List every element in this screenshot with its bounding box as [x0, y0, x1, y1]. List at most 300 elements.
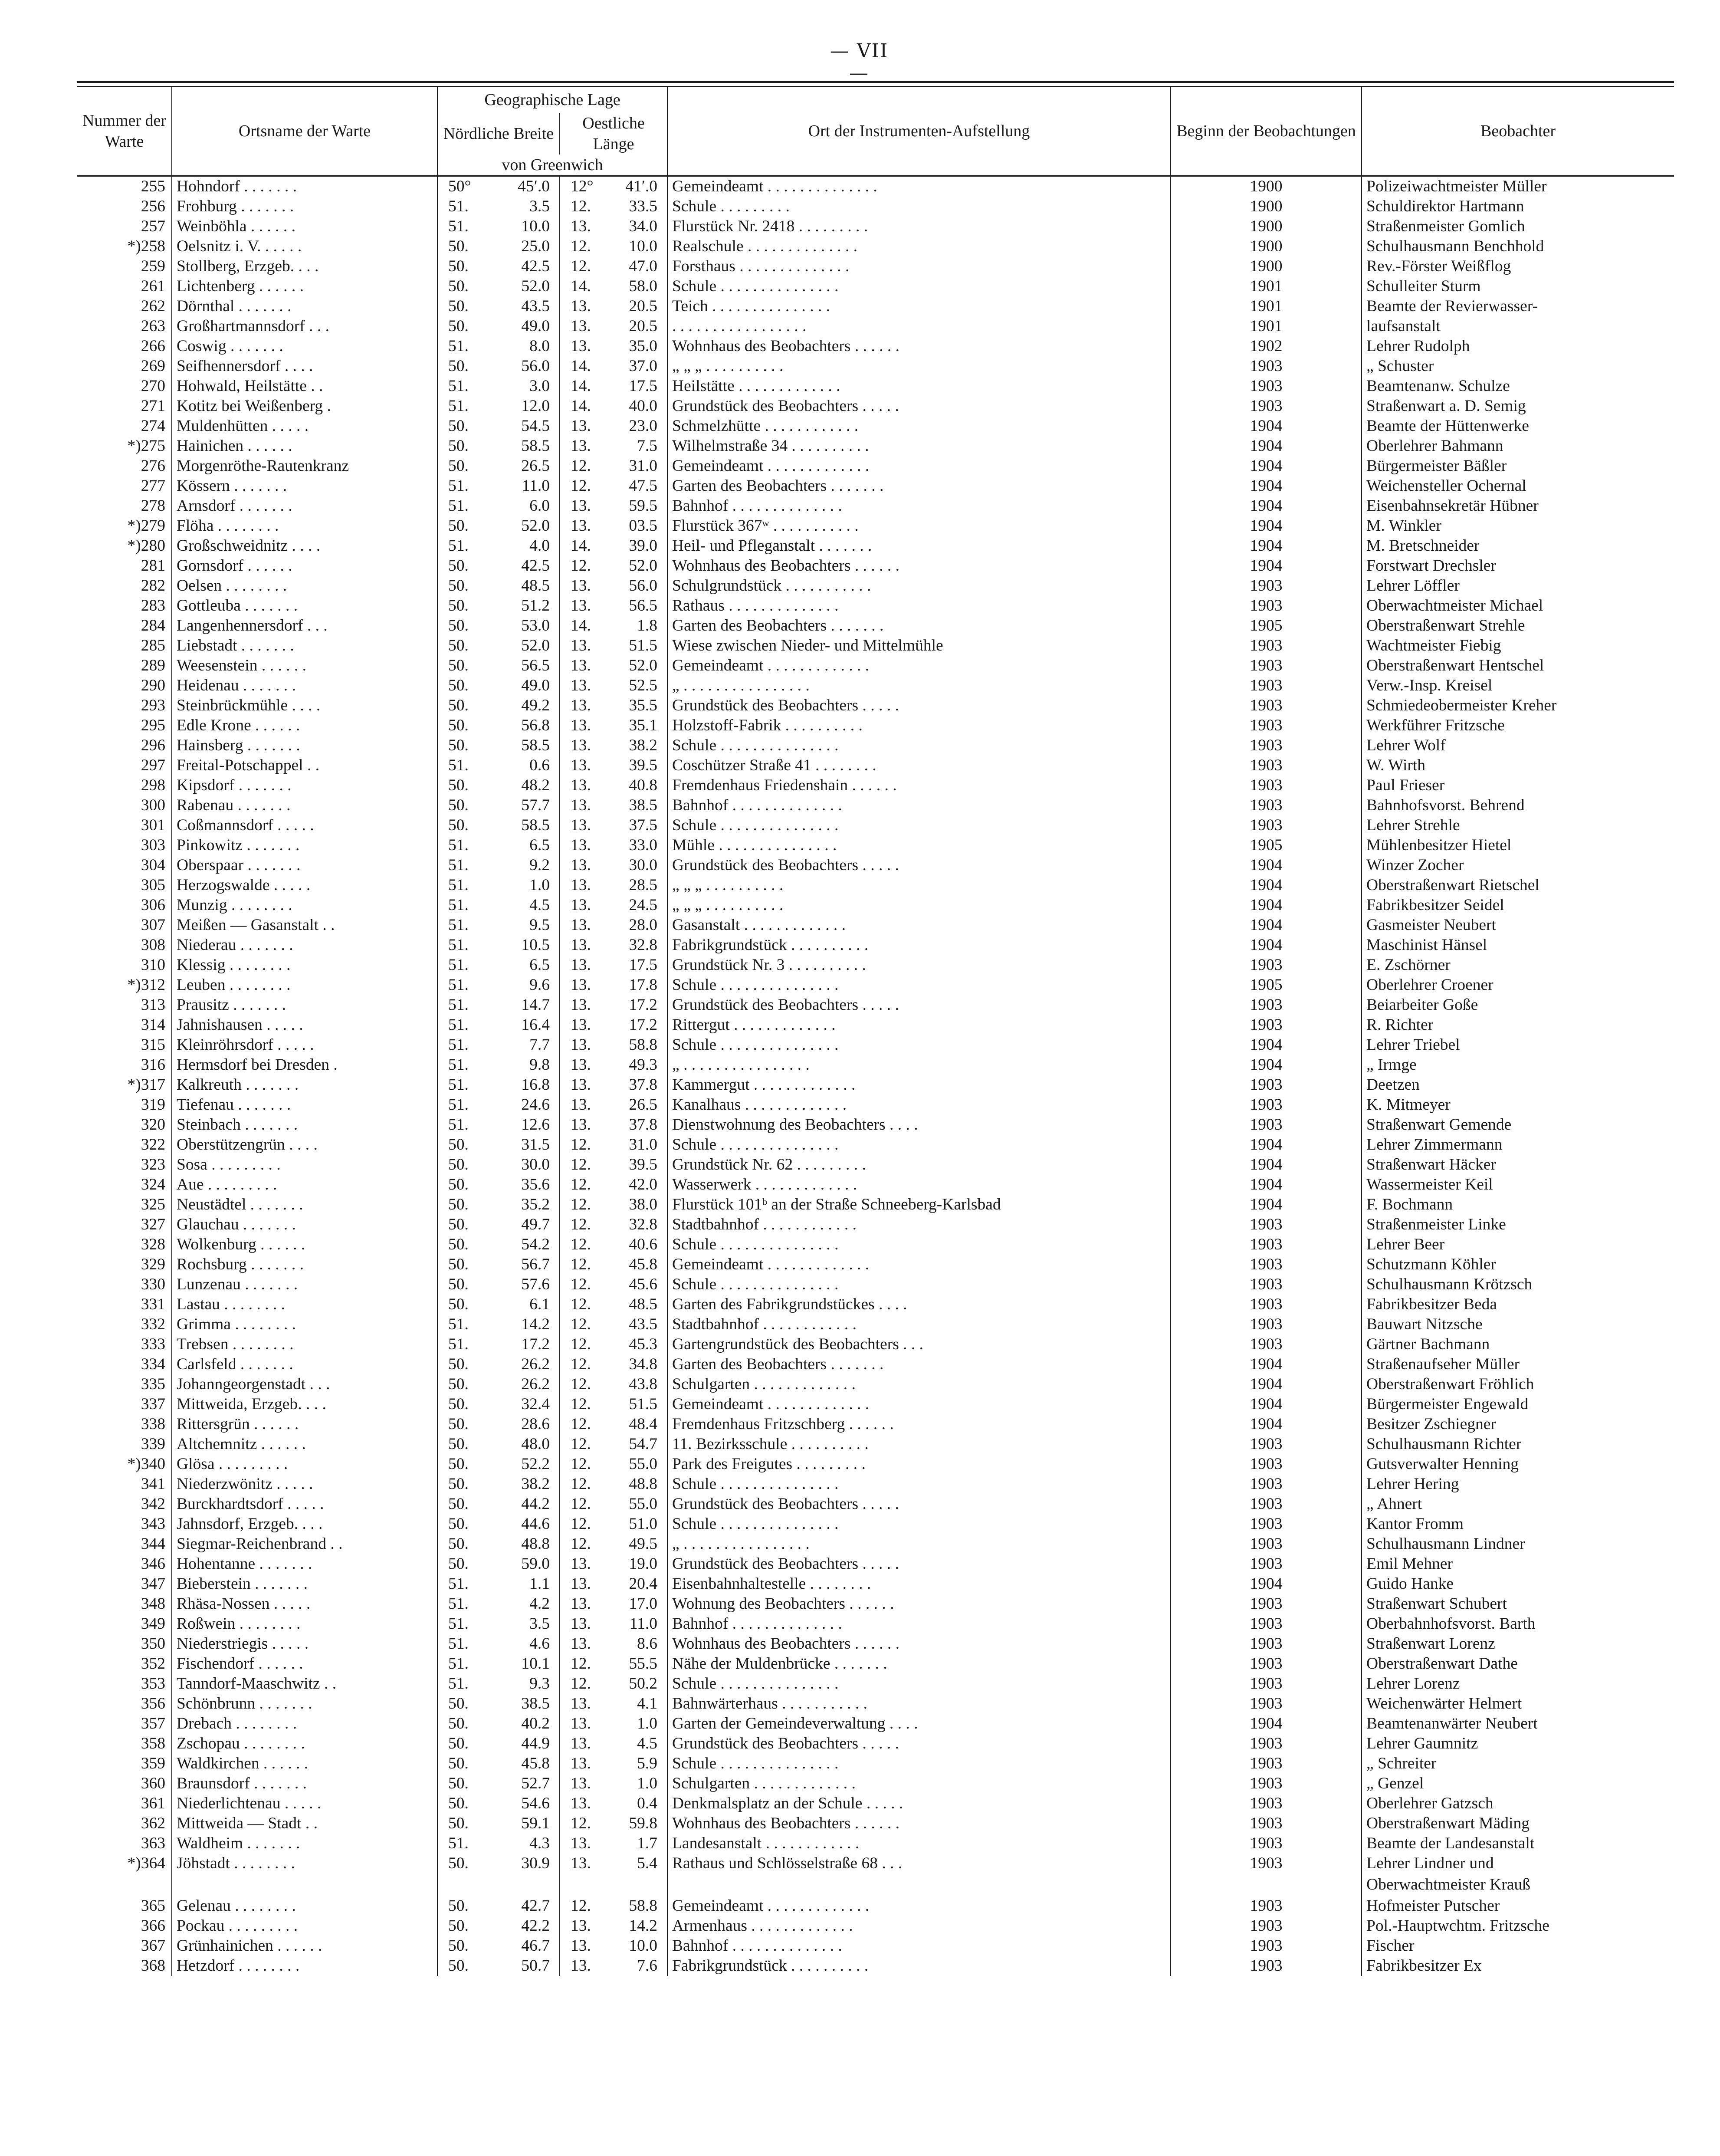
- latitude-degrees: 50.: [437, 1155, 481, 1175]
- station-name: Prausitz . . . . . . .: [172, 995, 437, 1015]
- longitude-degrees: 12.: [560, 1175, 603, 1195]
- observer-name: Lehrer Wolf: [1362, 736, 1674, 756]
- latitude-minutes: 56.0: [521, 357, 550, 375]
- longitude-minutes: 49.5: [629, 1535, 658, 1553]
- observer-name: Lehrer Rudolph: [1362, 336, 1674, 356]
- longitude-degrees: 13.: [560, 1115, 603, 1135]
- latitude-degrees: 50.: [437, 1694, 481, 1714]
- latitude-degrees: 51.: [437, 496, 481, 516]
- station-name: Flöha . . . . . . . .: [172, 516, 437, 536]
- latitude-degrees: 51.: [437, 1015, 481, 1035]
- warte-number: 360: [141, 1775, 165, 1792]
- observation-start: 1903: [1171, 376, 1362, 396]
- latitude-degrees: 51.: [437, 935, 481, 955]
- instrument-location: Grundstück des Beobachters . . . . .: [667, 696, 1171, 716]
- warte-number: *)275: [127, 437, 165, 455]
- table-row: [77, 676, 1674, 696]
- warte-number: 304: [141, 856, 165, 874]
- latitude-degrees: 51.: [437, 1334, 481, 1354]
- latitude-degrees: 51.: [437, 197, 481, 217]
- longitude-minutes: 32.8: [629, 936, 658, 954]
- longitude-degrees: 13.: [560, 875, 603, 895]
- longitude-minutes: 55.0: [629, 1495, 658, 1513]
- instrument-location: Gemeindeamt . . . . . . . . . . . . .: [667, 1255, 1171, 1275]
- observation-start: 1903: [1171, 1774, 1362, 1794]
- observer-name: Paul Frieser: [1362, 776, 1674, 795]
- warte-number: 313: [141, 996, 165, 1014]
- longitude-degrees: 13.: [560, 1794, 603, 1814]
- longitude-degrees: 13.: [560, 296, 603, 316]
- table-row: [77, 1394, 1674, 1414]
- instrument-location: Grundstück des Beobachters . . . . .: [667, 855, 1171, 875]
- longitude-minutes: 39.5: [629, 1156, 658, 1173]
- instrument-location: Schule . . . . . . . . . . . . . . .: [667, 1674, 1171, 1694]
- observation-start: 1900: [1171, 237, 1362, 256]
- warte-number: 357: [141, 1715, 165, 1732]
- header-nummer: Nummer der Warte: [77, 87, 172, 176]
- table-row: [77, 1554, 1674, 1574]
- observation-start: 1903: [1171, 1814, 1362, 1834]
- longitude-minutes: 40.0: [629, 397, 658, 415]
- table-row: [77, 1175, 1674, 1195]
- station-name: Neustädtel . . . . . . .: [172, 1195, 437, 1215]
- latitude-minutes: 6.0: [529, 497, 550, 515]
- station-name: Großhartmannsdorf . . .: [172, 316, 437, 336]
- longitude-degrees: 12.: [560, 456, 603, 476]
- longitude-degrees: 13.: [560, 1574, 603, 1594]
- longitude-degrees: 12.: [560, 1135, 603, 1155]
- warte-number: 325: [141, 1196, 165, 1213]
- longitude-minutes: [603, 1873, 667, 1896]
- longitude-degrees: 13.: [560, 835, 603, 855]
- longitude-minutes: 31.0: [629, 457, 658, 475]
- station-name: Bieberstein . . . . . . .: [172, 1574, 437, 1594]
- observer-name: Straßenwart Häcker: [1362, 1155, 1674, 1175]
- latitude-degrees: 51.: [437, 1834, 481, 1854]
- instrument-location: Eisenbahnhaltestelle . . . . . . . .: [667, 1574, 1171, 1594]
- station-name: Grimma . . . . . . . .: [172, 1315, 437, 1334]
- longitude-degrees: 12.: [560, 1394, 603, 1414]
- warte-number: 365: [141, 1897, 165, 1915]
- instrument-location: Schule . . . . . . . . . . . . . . .: [667, 1135, 1171, 1155]
- warte-number: 314: [141, 1016, 165, 1034]
- observation-start: 1903: [1171, 1454, 1362, 1474]
- observer-name: F. Bochmann: [1362, 1195, 1674, 1215]
- observation-start: 1903: [1171, 1674, 1362, 1694]
- warte-number: 361: [141, 1794, 165, 1812]
- station-name: Johanngeorgenstadt . . .: [172, 1374, 437, 1394]
- observation-start: 1904: [1171, 1574, 1362, 1594]
- observer-name: Schmiedeobermeister Kreher: [1362, 696, 1674, 716]
- longitude-minutes: 10.0: [629, 1937, 658, 1955]
- station-name: Pinkowitz . . . . . . .: [172, 835, 437, 855]
- observation-start: 1900: [1171, 197, 1362, 217]
- longitude-minutes: 28.0: [629, 916, 658, 934]
- latitude-degrees: 50.: [437, 1554, 481, 1574]
- longitude-minutes: 1.0: [637, 1715, 658, 1732]
- observation-start: 1904: [1171, 476, 1362, 496]
- latitude-minutes: 8.0: [529, 337, 550, 355]
- latitude-degrees: 51.: [437, 875, 481, 895]
- latitude-degrees: 51.: [437, 1634, 481, 1654]
- latitude-degrees: 50.: [437, 436, 481, 456]
- observation-start: 1904: [1171, 1394, 1362, 1414]
- table-row: [77, 1873, 1674, 1896]
- table-row: [77, 835, 1674, 855]
- station-name: Herzogswalde . . . . .: [172, 875, 437, 895]
- table-row: [77, 636, 1674, 656]
- instrument-location: Heilstätte . . . . . . . . . . . . .: [667, 376, 1171, 396]
- latitude-degrees: 50.: [437, 1275, 481, 1295]
- observation-start: 1903: [1171, 1896, 1362, 1916]
- latitude-minutes: 1.1: [529, 1575, 550, 1593]
- warte-number: 278: [141, 497, 165, 515]
- observer-name: Lehrer Hering: [1362, 1474, 1674, 1494]
- longitude-minutes: 4.5: [637, 1735, 658, 1752]
- longitude-degrees: 12.: [560, 1354, 603, 1374]
- longitude-degrees: 13.: [560, 1854, 603, 1873]
- warte-number: 348: [141, 1595, 165, 1613]
- instrument-location: Fremdenhaus Friedenshain . . . . . .: [667, 776, 1171, 795]
- latitude-minutes: 12.0: [521, 397, 550, 415]
- header-greenwich: von Greenwich: [437, 154, 667, 176]
- longitude-minutes: 17.5: [629, 377, 658, 395]
- instrument-location: „ „ „ . . . . . . . . . .: [667, 895, 1171, 915]
- table-row: [77, 1374, 1674, 1394]
- latitude-minutes: 4.6: [529, 1635, 550, 1653]
- warte-number: 320: [141, 1116, 165, 1134]
- observation-start: 1903: [1171, 596, 1362, 616]
- station-name: Mittweida — Stadt . .: [172, 1814, 437, 1834]
- table-row: [77, 776, 1674, 795]
- observer-name: Verw.-Insp. Kreisel: [1362, 676, 1674, 696]
- station-name: Meißen — Gasanstalt . .: [172, 915, 437, 935]
- observer-name: Hofmeister Putscher: [1362, 1896, 1674, 1916]
- observer-name: Rev.-Förster Weißflog: [1362, 256, 1674, 276]
- table-row: [77, 1434, 1674, 1454]
- latitude-minutes: 52.0: [521, 277, 550, 295]
- longitude-minutes: 1.7: [637, 1834, 658, 1852]
- longitude-degrees: 12.: [560, 256, 603, 276]
- instrument-location: Schule . . . . . . . . . . . . . . .: [667, 1754, 1171, 1774]
- longitude-minutes: 31.0: [629, 1136, 658, 1154]
- table-row: [77, 1834, 1674, 1854]
- longitude-degrees: 12°: [560, 176, 603, 197]
- longitude-degrees: 13.: [560, 217, 603, 237]
- longitude-minutes: 45.8: [629, 1255, 658, 1273]
- warte-number: 293: [141, 697, 165, 714]
- observation-start: 1903: [1171, 1834, 1362, 1854]
- longitude-minutes: 58.0: [629, 277, 658, 295]
- table-row: [77, 1055, 1674, 1075]
- warte-number: 339: [141, 1435, 165, 1453]
- latitude-minutes: 24.6: [521, 1096, 550, 1114]
- instrument-location: Schule . . . . . . . . . . . . . . .: [667, 1474, 1171, 1494]
- table-row: [77, 955, 1674, 975]
- warte-number: 331: [141, 1295, 165, 1313]
- latitude-minutes: 38.2: [521, 1475, 550, 1493]
- latitude-minutes: 44.6: [521, 1515, 550, 1533]
- instrument-location: Rathaus . . . . . . . . . . . . . .: [667, 596, 1171, 616]
- observer-name: Gasmeister Neubert: [1362, 915, 1674, 935]
- latitude-minutes: 42.5: [521, 257, 550, 275]
- station-name: Kotitz bei Weißenberg .: [172, 396, 437, 416]
- table-row: [77, 1714, 1674, 1734]
- longitude-degrees: 12.: [560, 1295, 603, 1315]
- station-name: Hermsdorf bei Dresden .: [172, 1055, 437, 1075]
- warte-number: 332: [141, 1315, 165, 1333]
- warte-number: 338: [141, 1415, 165, 1433]
- warte-number: 257: [141, 217, 165, 235]
- warte-number: 328: [141, 1236, 165, 1253]
- warte-number: *)258: [127, 237, 165, 255]
- instrument-location: Wohnhaus des Beobachters . . . . . .: [667, 336, 1171, 356]
- observer-name: Bahnhofsvorst. Behrend: [1362, 795, 1674, 815]
- observation-start: 1904: [1171, 1195, 1362, 1215]
- observer-name: Eisenbahnsekretär Hübner: [1362, 496, 1674, 516]
- instrument-location: „ . . . . . . . . . . . . . . . .: [667, 1534, 1171, 1554]
- latitude-degrees: 50.: [437, 1235, 481, 1255]
- latitude-minutes: 1.0: [529, 876, 550, 894]
- station-name: Kleinröhrsdorf . . . . .: [172, 1035, 437, 1055]
- instrument-location: Wilhelmstraße 34 . . . . . . . . . .: [667, 436, 1171, 456]
- latitude-minutes: 57.6: [521, 1275, 550, 1293]
- latitude-degrees: 51.: [437, 476, 481, 496]
- table-row: [77, 376, 1674, 396]
- longitude-degrees: 13.: [560, 1015, 603, 1035]
- instrument-location: [667, 1873, 1171, 1896]
- longitude-degrees: [560, 1873, 603, 1896]
- longitude-minutes: 41′.0: [625, 177, 658, 195]
- warte-number: 352: [141, 1655, 165, 1673]
- instrument-location: Fremdenhaus Fritzschberg . . . . . .: [667, 1414, 1171, 1434]
- longitude-degrees: 13.: [560, 1554, 603, 1574]
- latitude-degrees: 50.: [437, 1175, 481, 1195]
- instrument-location: Schulgarten . . . . . . . . . . . . .: [667, 1774, 1171, 1794]
- latitude-degrees: 50.: [437, 1714, 481, 1734]
- latitude-degrees: 50.: [437, 736, 481, 756]
- instrument-location: Flurstück 367ʷ . . . . . . . . . . .: [667, 516, 1171, 536]
- longitude-degrees: 13.: [560, 1075, 603, 1095]
- table-row: [77, 1534, 1674, 1554]
- instrument-location: Wiese zwischen Nieder- und Mittelmühle: [667, 636, 1171, 656]
- longitude-minutes: 35.1: [629, 716, 658, 734]
- longitude-degrees: 12.: [560, 1374, 603, 1394]
- instrument-location: Garten des Beobachters . . . . . . .: [667, 476, 1171, 496]
- longitude-minutes: 39.0: [629, 537, 658, 555]
- instrument-location: Grundstück des Beobachters . . . . .: [667, 396, 1171, 416]
- latitude-minutes: 56.5: [521, 657, 550, 674]
- longitude-minutes: 59.8: [629, 1814, 658, 1832]
- observation-start: 1904: [1171, 436, 1362, 456]
- table-row: [77, 1195, 1674, 1215]
- observation-start: 1903: [1171, 1614, 1362, 1634]
- station-name: Burckhardtsdorf . . . . .: [172, 1494, 437, 1514]
- instrument-location: Gasanstalt . . . . . . . . . . . . .: [667, 915, 1171, 935]
- latitude-degrees: 50.: [437, 636, 481, 656]
- latitude-degrees: 50°: [437, 176, 481, 197]
- table-row: [77, 1295, 1674, 1315]
- longitude-degrees: 13.: [560, 776, 603, 795]
- station-name: Steinbrückmühle . . . .: [172, 696, 437, 716]
- observation-start: 1904: [1171, 915, 1362, 935]
- latitude-minutes: 16.8: [521, 1076, 550, 1094]
- latitude-minutes: 4.0: [529, 537, 550, 555]
- longitude-degrees: 14.: [560, 616, 603, 636]
- longitude-minutes: 40.8: [629, 776, 658, 794]
- observer-name: Schulhausmann Benchhold: [1362, 237, 1674, 256]
- table-row: [77, 396, 1674, 416]
- instrument-location: Schule . . . . . . . . . . . . . . .: [667, 1035, 1171, 1055]
- instrument-location: Wohnhaus des Beobachters . . . . . .: [667, 1634, 1171, 1654]
- latitude-degrees: 50.: [437, 1215, 481, 1235]
- station-name: Kipsdorf . . . . . . .: [172, 776, 437, 795]
- instrument-location: Kanalhaus . . . . . . . . . . . . .: [667, 1095, 1171, 1115]
- observer-name: Beamtenanwärter Neubert: [1362, 1714, 1674, 1734]
- station-name: Mittweida, Erzgeb. . . .: [172, 1394, 437, 1414]
- longitude-minutes: 45.3: [629, 1335, 658, 1353]
- latitude-minutes: 6.1: [529, 1295, 550, 1313]
- observer-name: Schulleiter Sturm: [1362, 276, 1674, 296]
- observer-name: Mühlenbesitzer Hietel: [1362, 835, 1674, 855]
- latitude-degrees: 50.: [437, 795, 481, 815]
- table-row: [77, 1115, 1674, 1135]
- latitude-degrees: 50.: [437, 716, 481, 736]
- latitude-minutes: 14.2: [521, 1315, 550, 1333]
- latitude-degrees: 50.: [437, 1734, 481, 1754]
- observation-start: 1905: [1171, 975, 1362, 995]
- warte-number: 306: [141, 896, 165, 914]
- table-row: [77, 197, 1674, 217]
- instrument-location: Wohnung des Beobachters . . . . . .: [667, 1594, 1171, 1614]
- page-number: — VII —: [830, 40, 889, 84]
- instrument-location: Stadtbahnhof . . . . . . . . . . . .: [667, 1215, 1171, 1235]
- warte-number: 289: [141, 657, 165, 674]
- observer-name: Deetzen: [1362, 1075, 1674, 1095]
- observation-start: 1903: [1171, 676, 1362, 696]
- table-row: [77, 1275, 1674, 1295]
- latitude-minutes: 56.8: [521, 716, 550, 734]
- observer-name: Oberlehrer Gatzsch: [1362, 1794, 1674, 1814]
- observer-name: Weichenwärter Helmert: [1362, 1694, 1674, 1714]
- longitude-degrees: 12.: [560, 1215, 603, 1235]
- instrument-location: Schule . . . . . . . . . . . . . . .: [667, 975, 1171, 995]
- observer-name: M. Winkler: [1362, 516, 1674, 536]
- longitude-degrees: 12.: [560, 1255, 603, 1275]
- longitude-degrees: 13.: [560, 1956, 603, 1976]
- station-name: Stollberg, Erzgeb. . . .: [172, 256, 437, 276]
- longitude-degrees: 13.: [560, 995, 603, 1015]
- table-row: [77, 696, 1674, 716]
- table-row: [77, 975, 1674, 995]
- table-row: [77, 237, 1674, 256]
- longitude-degrees: 12.: [560, 197, 603, 217]
- table-row: [77, 756, 1674, 776]
- warte-number: 259: [141, 257, 165, 275]
- observation-start: 1903: [1171, 1554, 1362, 1574]
- observation-start: 1903: [1171, 1956, 1362, 1976]
- longitude-minutes: 52.5: [629, 677, 658, 694]
- longitude-degrees: 13.: [560, 1936, 603, 1956]
- observer-name: W. Wirth: [1362, 756, 1674, 776]
- table-row: [77, 516, 1674, 536]
- observation-start: 1903: [1171, 1334, 1362, 1354]
- instrument-location: Fabrikgrundstück . . . . . . . . . .: [667, 1956, 1171, 1976]
- station-name: Steinbach . . . . . . .: [172, 1115, 437, 1135]
- warte-number: 296: [141, 736, 165, 754]
- latitude-minutes: 35.2: [521, 1196, 550, 1213]
- latitude-degrees: 50.: [437, 576, 481, 596]
- table-row: [77, 296, 1674, 316]
- instrument-location: Heil- und Pfleganstalt . . . . . . .: [667, 536, 1171, 556]
- instrument-location: Dienstwohnung des Beobachters . . . .: [667, 1115, 1171, 1135]
- latitude-degrees: 50.: [437, 556, 481, 576]
- latitude-degrees: 51.: [437, 1614, 481, 1634]
- table-row: [77, 935, 1674, 955]
- instrument-location: Schule . . . . . . . . . . . . . . .: [667, 1275, 1171, 1295]
- latitude-minutes: 42.7: [521, 1897, 550, 1915]
- table-row: [77, 915, 1674, 935]
- instrument-location: „ „ „ . . . . . . . . . .: [667, 875, 1171, 895]
- warte-number: 362: [141, 1814, 165, 1832]
- station-name: Frohburg . . . . . . .: [172, 197, 437, 217]
- observer-name: Straßenwart a. D. Semig: [1362, 396, 1674, 416]
- observer-name: „ Ahnert: [1362, 1494, 1674, 1514]
- warte-number: 335: [141, 1375, 165, 1393]
- latitude-minutes: [481, 1873, 560, 1896]
- warte-number: 303: [141, 836, 165, 854]
- instrument-location: Flurstück 101ᵇ an der Straße Schneeberg-Karlsbad: [667, 1195, 1171, 1215]
- longitude-minutes: 0.4: [637, 1794, 658, 1812]
- longitude-degrees: 13.: [560, 795, 603, 815]
- longitude-minutes: 23.0: [629, 417, 658, 435]
- longitude-minutes: 35.0: [629, 337, 658, 355]
- warte-number: 358: [141, 1735, 165, 1752]
- station-name: Heidenau . . . . . . .: [172, 676, 437, 696]
- latitude-minutes: 7.7: [529, 1036, 550, 1054]
- longitude-degrees: 13.: [560, 756, 603, 776]
- table-row: [77, 1414, 1674, 1434]
- latitude-minutes: 52.2: [521, 1455, 550, 1473]
- latitude-degrees: 50.: [437, 676, 481, 696]
- station-name: Freital-Potschappel . .: [172, 756, 437, 776]
- observation-start: 1903: [1171, 1215, 1362, 1235]
- latitude-degrees: 51.: [437, 1654, 481, 1674]
- latitude-degrees: 50.: [437, 276, 481, 296]
- station-name: Trebsen . . . . . . . .: [172, 1334, 437, 1354]
- instrument-location: Gemeindeamt . . . . . . . . . . . . .: [667, 656, 1171, 676]
- observer-name: Emil Mehner: [1362, 1554, 1674, 1574]
- longitude-minutes: 5.9: [637, 1755, 658, 1772]
- warte-number: 283: [141, 597, 165, 615]
- latitude-degrees: 50.: [437, 776, 481, 795]
- instrument-location: Wohnhaus des Beobachters . . . . . .: [667, 1814, 1171, 1834]
- latitude-minutes: 31.5: [521, 1136, 550, 1154]
- longitude-minutes: 47.5: [629, 477, 658, 495]
- observation-start: 1903: [1171, 636, 1362, 656]
- latitude-minutes: 10.5: [521, 936, 550, 954]
- station-name: Oberspaar . . . . . . .: [172, 855, 437, 875]
- longitude-minutes: 37.8: [629, 1076, 658, 1094]
- longitude-degrees: 12.: [560, 1896, 603, 1916]
- warte-number: 359: [141, 1755, 165, 1772]
- longitude-minutes: 1.8: [637, 617, 658, 634]
- station-name: Kössern . . . . . . .: [172, 476, 437, 496]
- longitude-minutes: 47.0: [629, 257, 658, 275]
- latitude-degrees: 50.: [437, 1956, 481, 1976]
- longitude-minutes: 45.6: [629, 1275, 658, 1293]
- table-row: [77, 1035, 1674, 1055]
